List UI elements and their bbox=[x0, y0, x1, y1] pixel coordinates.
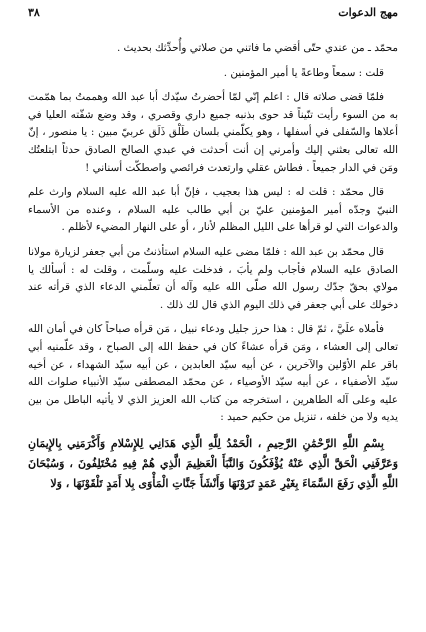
paragraph: قال محمّد بن عبد الله : فلمّا مضى عليه السلام استأذنتُ من أبي جعفر لزيارة مولانا الصادق عليه السلام فأجاب ولم يأبَ ، فدخلت عليه وسلّمت ، وقلت له : أسألك يا مولاي بحقّ جدّك رسول الله صلّى الله عليه وآله أن تعلّمني الدعاء الذي قرأته عند دخولك على أبي جعفر في ذلك اليوم الذي قال لك ذلك . bbox=[28, 245, 398, 311]
paragraph: قال محمّد : قلت له : ليس هذا بعجيب ، فإنّ أبا عبد الله عليه السلام وارث علم النبيّ وجدّه أمير المؤمنين عليّ بن أبي طالب عليه السلام ، وعنده من الأسماء والدعوات التي لو قرأها على الليل المظلم لأنار ، أو على النهار المضيء لأظلم . bbox=[28, 186, 398, 234]
running-title: مهج الدعوات bbox=[338, 6, 398, 19]
paragraph: قلت : سمعاً وطاعةً يا أمير المؤمنين . bbox=[223, 66, 384, 79]
paragraph: فأملاه علَيَّ ، ثمّ قال : هذا حرز جليل ودعاء نبيل ، مَن قرأه صباحاً كان في أمان الله تعالى إلى العشاء ، ومَن قرأه عشاءً كان في حفظ الله إلى الصباح ، وقد علّمنيه أبي باقر علم الأوّلين والآخرين ، عن أبيه سيّد العابدين ، عن أبيه سيّد الشهداء ، عن أخيه سيّد الأصفياء ، عن أبيه سيّد الأوصياء ، عن محمّد المصطفى سيّد الأنبياء صلوات الله عليه وعلى آله الطاهرين ، استخرجه من كتاب الله العزيز الذي لا يأتيه الباطل من بين يديه ولا من خلفه ، تنزيل من حكيم حميد : bbox=[28, 323, 398, 424]
page-body bbox=[28, 40, 398, 501]
page-header bbox=[28, 6, 398, 22]
paragraph: محمّد ـ من عندي حتّى أقضي ما فاتني من صلاتي وأُحدِّثك بحديث . bbox=[116, 42, 398, 54]
paragraph: فلمّا قضى صلاته قال : اعلم إنّي لمّا أحضرتُ سيّدك أبا عبد الله وهممتُ بما همّمت به من السوء رأيت تنّيناً قد حوى بذنبه جميع داري وقصري ، وقد وضع شفّته العليا في أعلاها والسّفلى في أسفلها ، وهو يكلّمني بلسان طَلْق ذَلَق عربيّ مبين : يا منصور ، إنّ الله تعالى بعثني إليك وأمرني إن أنت أحدثت في عبدي الصالح الصادق حدثاً ابتلعتُك ومَن في الدار جميعاً . فطاش عقلي وارتعدت فرائصي واصطكّت أسناني ! bbox=[28, 91, 398, 174]
page-number: ٣٨ bbox=[28, 6, 40, 19]
quran-passage: بِسْمِ اللَّهِ الرَّحْمَٰنِ الرَّحِيمِ ، الْحَمْدُ لِلَّهِ الَّذِي هَدَانِي لِلإِسْلامِ وَأَكْرَمَنِي بِالإِيمَانِ وَعَرَّفَنِي الْحَقَّ الَّذِي عَنْهُ يُؤْفَكُونَ وَالنَّبَأَ الْعَظِيمَ الَّذِي هُمْ فِيهِ مُخْتَلِفُونَ ، وَسُبْحَانَ اللَّهِ الَّذِي رَفَعَ السَّمَاءَ بِغَيْرِ عَمَدٍ تَرَوْنَهَا وَأَنْشَأَ جَنَّاتِ الْمَأْوَى بِلا أَمَدٍ تَلْقَوْنَهَا ، وَلا bbox=[28, 436, 398, 490]
